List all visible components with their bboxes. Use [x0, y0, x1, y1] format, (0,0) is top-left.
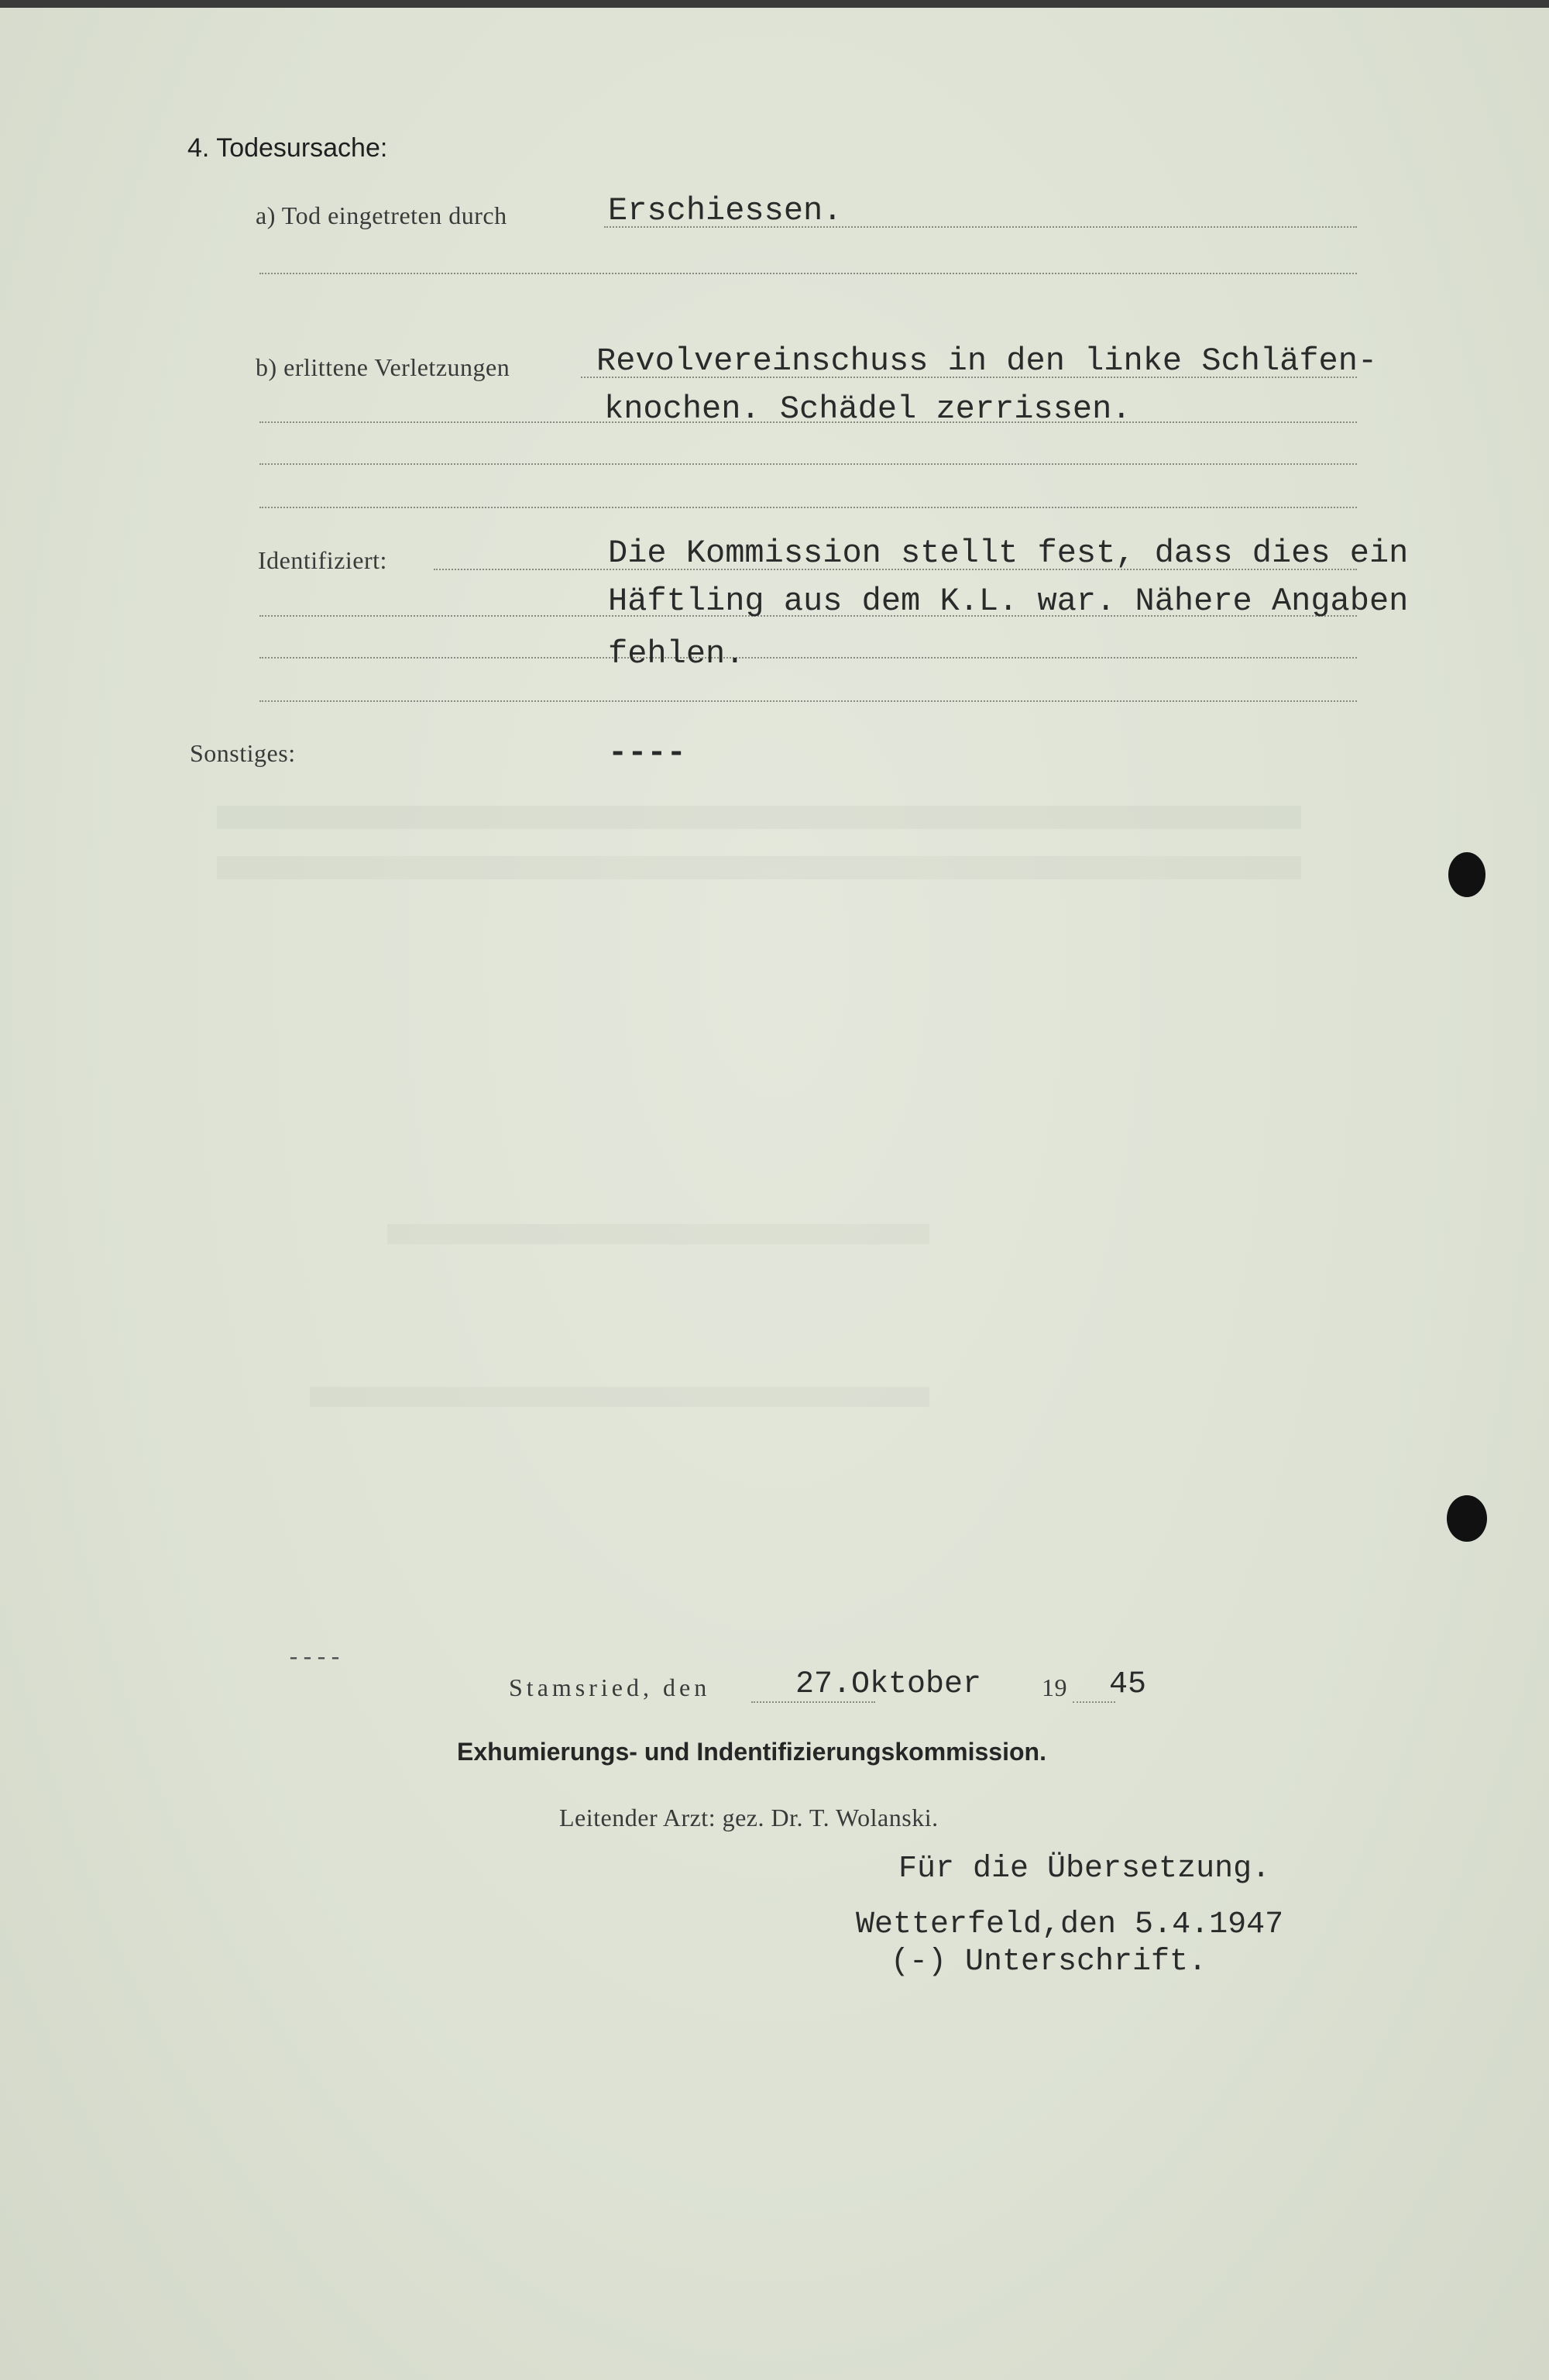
identified-line3: fehlen. — [608, 635, 745, 672]
translation-place-date: Wetterfeld,den 5.4.1947 — [856, 1907, 1284, 1942]
injuries-value-line1: Revolvereinschuss in den linke Schläfen- — [596, 342, 1378, 380]
punch-hole — [1447, 1495, 1487, 1542]
dotted-line — [259, 657, 1357, 659]
doctor-line: Leitender Arzt: gez. Dr. T. Wolanski. — [559, 1804, 939, 1831]
dotted-line — [259, 507, 1357, 508]
commission-name: Exhumierungs- und Indentifizierungskommission. — [457, 1738, 1046, 1766]
footer-dash: ---- — [287, 1646, 343, 1672]
dotted-line — [259, 273, 1357, 274]
cause-value: Erschiessen. — [608, 192, 843, 229]
identified-label: Identifiziert: — [258, 546, 387, 574]
cause-label: a) Tod eingetreten durch — [256, 201, 507, 229]
injuries-label: b) erlittene Verletzungen — [256, 353, 510, 381]
show-through-smudge — [387, 1224, 929, 1244]
translation-signature: (-) Unterschrift. — [891, 1945, 1207, 1979]
injuries-value-line2: knochen. Schädel zerrissen. — [604, 390, 1132, 428]
show-through-smudge — [217, 856, 1301, 879]
date-value: 27.Oktober — [795, 1667, 982, 1702]
other-value: ---- — [608, 734, 686, 772]
punch-hole — [1448, 852, 1485, 897]
dotted-line — [259, 700, 1357, 702]
show-through-smudge — [217, 806, 1301, 829]
year-prefix: 19 — [1042, 1673, 1067, 1701]
identified-line2: Häftling aus dem K.L. war. Nähere Angaben — [608, 583, 1409, 620]
translation-heading: Für die Übersetzung. — [898, 1852, 1271, 1886]
other-label: Sonstiges: — [190, 739, 296, 767]
show-through-smudge — [310, 1387, 929, 1407]
place-label: Stamsried, den — [509, 1673, 711, 1701]
dotted-line — [259, 463, 1357, 465]
year-suffix: 45 — [1109, 1667, 1147, 1702]
identified-line1: Die Kommission stellt fest, dass dies ein — [608, 535, 1409, 572]
section-heading: 4. Todesursache: — [187, 133, 388, 163]
